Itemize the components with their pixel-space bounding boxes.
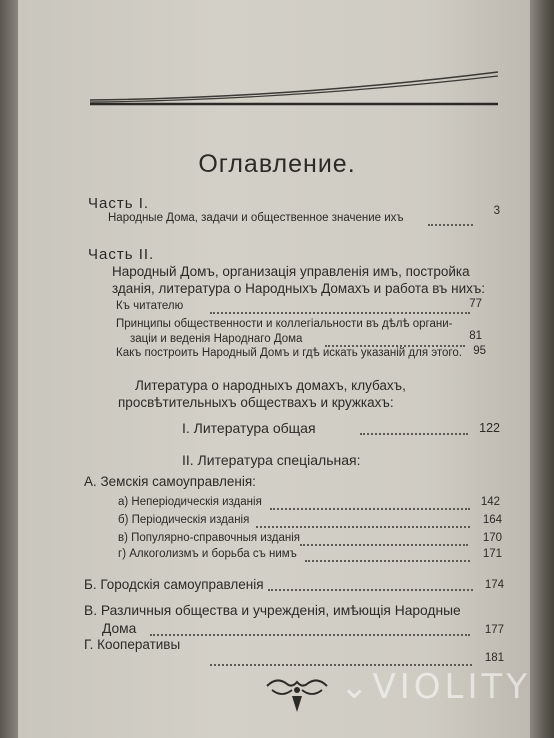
zemstvo-item-b-leader bbox=[256, 526, 470, 528]
zemstvo-item-c-page: 170 bbox=[482, 532, 502, 544]
part1-page: 3 bbox=[493, 205, 500, 217]
part2-item-1-leader bbox=[210, 312, 470, 314]
zemstvo-item-b-page: 164 bbox=[482, 514, 502, 526]
literature-heading-line1: Литература о народныхъ домахъ, клубахъ, bbox=[135, 378, 406, 393]
part1-entry: Народные Дома, задачи и общественное значение ихъ bbox=[108, 212, 404, 224]
societies-page: 177 bbox=[484, 624, 504, 636]
zemstvo-item-a-leader bbox=[270, 508, 470, 510]
zemstvo-item-b: б) Періодическія изданія bbox=[118, 514, 250, 526]
part1-heading: Часть I. bbox=[88, 195, 150, 212]
part2-item-2-line2: заціи и веденія Народнаго Дома bbox=[130, 333, 303, 345]
part2-item-1: Къ читателю bbox=[116, 300, 184, 312]
part2-intro-line2: зданія, литература о Народныхъ Домахъ и работа въ нихъ: bbox=[112, 281, 486, 296]
literature-special-heading: II. Литература спеціальная: bbox=[182, 452, 361, 468]
coops-entry: Г. Кооперативы bbox=[84, 637, 181, 652]
literature-general-page: 122 bbox=[479, 421, 500, 435]
ornament-icon bbox=[262, 672, 332, 716]
literature-general-leader bbox=[360, 433, 468, 435]
part2-item-1-page: 77 bbox=[469, 298, 482, 310]
book-page bbox=[18, 0, 530, 738]
part2-item-3: Какъ построить Народный Домъ и гдѣ искать указаній для этого. bbox=[116, 347, 462, 359]
part2-item-2-page: 81 bbox=[469, 330, 482, 342]
zemstvo-item-d: г) Алкоголизмъ и борьба съ нимъ bbox=[118, 548, 297, 560]
literature-heading-line2: просвѣтительныхъ обществахъ и кружкахъ: bbox=[118, 395, 394, 410]
city-page: 174 bbox=[484, 579, 504, 591]
page-title: Оглавление. bbox=[198, 150, 356, 178]
book-edge bbox=[530, 0, 554, 738]
part2-intro-line1: Народный Домъ, организація управленія имъ, постройка bbox=[112, 264, 470, 279]
zemstvo-item-a-page: 142 bbox=[480, 496, 500, 508]
zemstvo-item-d-page: 171 bbox=[482, 548, 502, 560]
zemstvo-item-a: а) Непеpіодическія изданія bbox=[118, 496, 262, 508]
zemstvo-item-d-leader bbox=[305, 560, 470, 562]
violity-logo-icon: ⌄ bbox=[340, 667, 373, 707]
coops-page: 181 bbox=[484, 652, 504, 664]
societies-leader bbox=[150, 634, 470, 636]
societies-line1: В. Различныя общества и учрежденія, имѣющія Народные bbox=[84, 603, 461, 618]
zemstvo-heading: А. Земскія самоуправленія: bbox=[84, 474, 256, 489]
violity-watermark: ⌄VIOLITY bbox=[340, 667, 532, 707]
book-gutter bbox=[0, 0, 18, 738]
part1-leader bbox=[428, 224, 473, 226]
zemstvo-item-c-leader bbox=[300, 544, 468, 546]
part2-item-3-page: 95 bbox=[473, 345, 486, 357]
part2-heading: Часть II. bbox=[88, 246, 155, 263]
city-entry: Б. Городскія самоуправленія bbox=[84, 577, 264, 592]
literature-general: I. Литература общая bbox=[182, 420, 316, 436]
societies-line2: Дома bbox=[102, 621, 137, 636]
part2-item-2-line1: Принципы общественности и коллегіальности въ дѣлѣ органи- bbox=[116, 318, 453, 330]
header-rule bbox=[88, 70, 500, 110]
city-leader bbox=[268, 589, 473, 591]
coops-leader bbox=[210, 664, 472, 666]
zemstvo-item-c: в) Популярно-справочныя изданія bbox=[118, 532, 301, 544]
